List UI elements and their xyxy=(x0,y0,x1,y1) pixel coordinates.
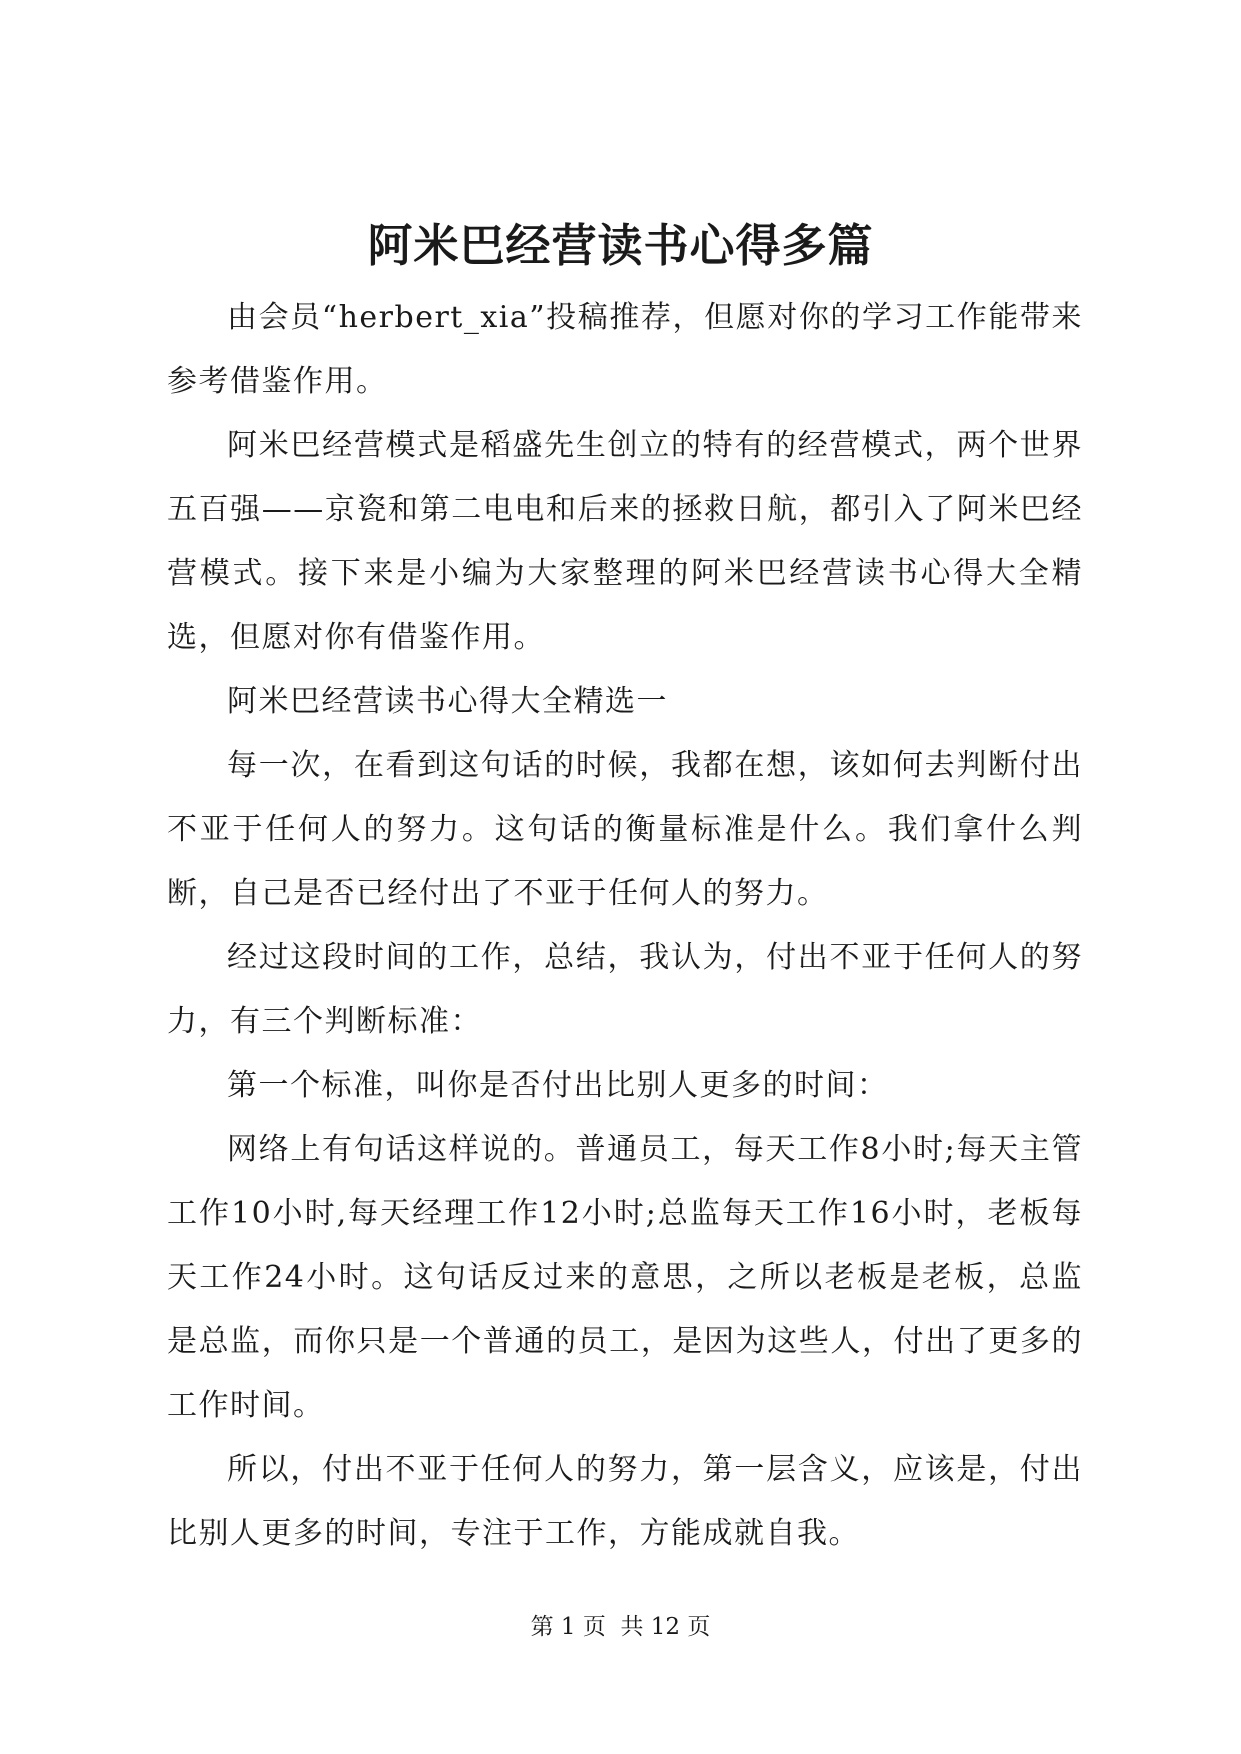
paragraph-first-standard: 第一个标准，叫你是否付出比别人更多的时间： xyxy=(227,1068,889,1103)
paragraph-three-standards: 经过这段时间的工作，总结，我认为，付出不亚于任何人的努力，有三个判断标准： xyxy=(167,940,1083,1039)
paragraph-working-hours: 网络上有句话这样说的。普通员工，每天工作8小时;每天主管工作10小时,每天经理工作12小时;总监每天工作16小时，老板每天工作24小时。这句话反过来的意思，之所以老板是老板，总监是总监，而你只是一个普通的员工，是因为这些人，付出了更多的工作时间。 xyxy=(167,1132,1083,1423)
page-footer xyxy=(0,1612,1241,1642)
page-number: 第 1 页 共 12 页 xyxy=(530,1614,711,1640)
paragraph-amoeba-overview: 阿米巴经营模式是稻盛先生创立的特有的经营模式，两个世界五百强——京瓷和第二电电和后来的拯救日航，都引入了阿米巴经营模式。接下来是小编为大家整理的阿米巴经营读书心得大全精选，但愿对你有借鉴作用。 xyxy=(167,428,1083,655)
paragraph-conclusion: 所以，付出不亚于任何人的努力，第一层含义，应该是，付出比别人更多的时间，专注于工作，方能成就自我。 xyxy=(167,1452,1083,1551)
paragraph-question: 每一次，在看到这句话的时候，我都在想，该如何去判断付出不亚于任何人的努力。这句话的衡量标准是什么。我们拿什么判断，自己是否已经付出了不亚于任何人的努力。 xyxy=(167,748,1083,911)
section-heading: 阿米巴经营读书心得大全精选一 xyxy=(227,684,668,719)
document-title: 阿米巴经营读书心得多篇 xyxy=(367,219,874,272)
document-body xyxy=(167,286,1083,1566)
paragraph-intro: 由会员“herbert_xia”投稿推荐，但愿对你的学习工作能带来参考借鉴作用。 xyxy=(167,300,1083,399)
